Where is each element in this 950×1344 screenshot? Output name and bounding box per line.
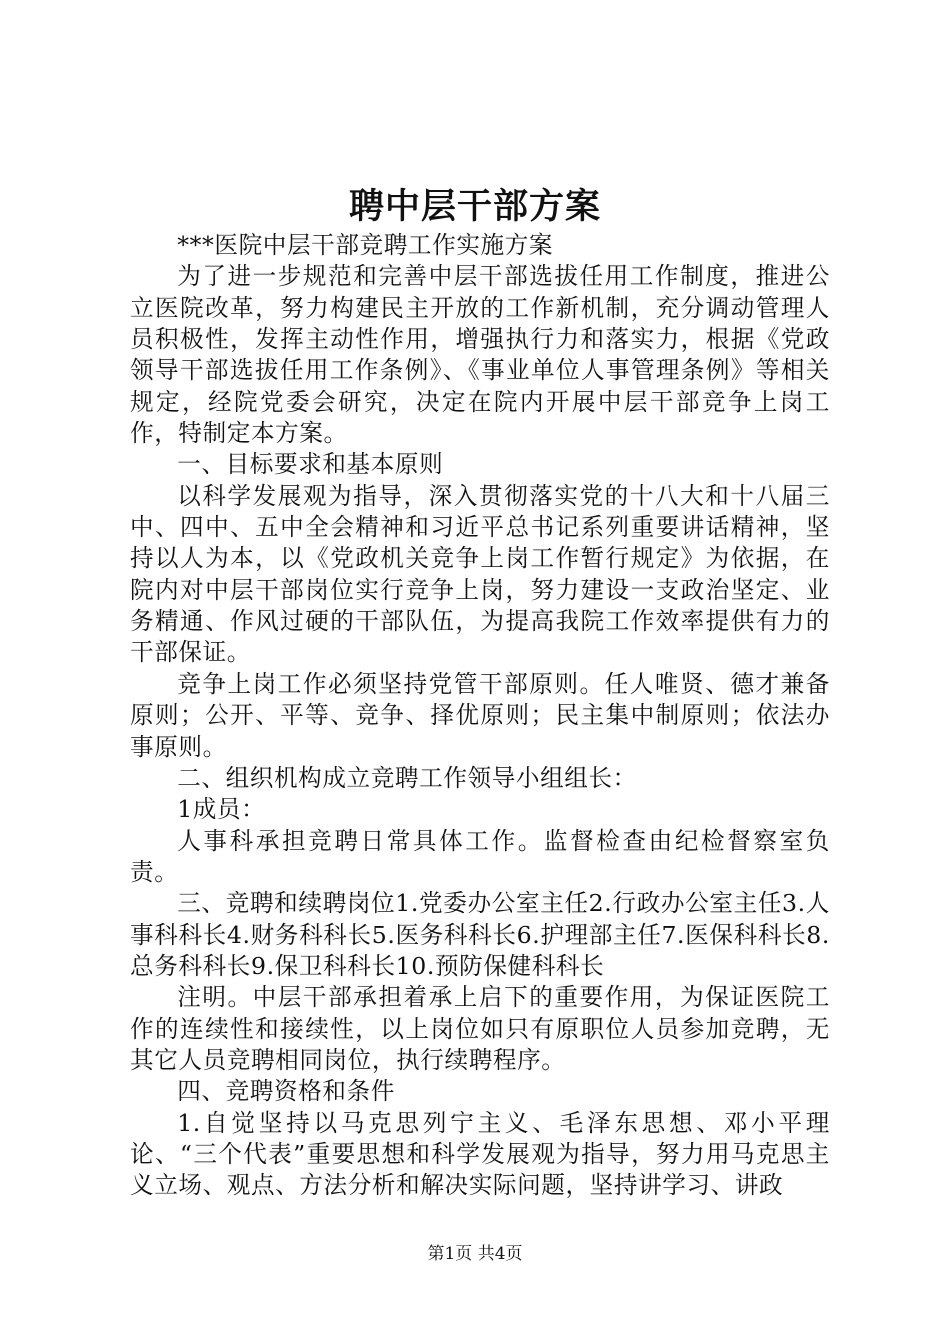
section-3-positions: 三、竞聘和续聘岗位1.党委办公室主任2.行政办公室主任3.人事科科长4.财务科科长5.医务科科长6.护理部主任7.医保科科长8.总务科科长9.保卫科科长10.预防保健科科长: [130, 889, 830, 980]
section-1-paragraph-2: 竞争上岗工作必须坚持党管干部原则。任人唯贤、德才兼备原则；公开、平等、竞争、择优原则；民主集中制原则；依法办事原则。: [130, 669, 830, 761]
page-footer: 第1页 共4页: [427, 1244, 523, 1264]
section-3-note: 注明。中层干部承担着承上启下的重要作用，为保证医院工作的连续性和接续性，以上岗位如只有原职位人员参加竞聘，无其它人员竞聘相同岗位，执行续聘程序。: [130, 983, 830, 1074]
document-body: [130, 230, 830, 1202]
section-2-paragraph: 人事科承担竞聘日常具体工作。监督检查由纪检督察室负责。: [130, 826, 830, 886]
section-heading-2: 二、组织机构成立竞聘工作领导小组组长：: [177, 763, 637, 792]
section-1-paragraph-1: 以科学发展观为指导，深入贯彻落实党的十八大和十八届三中、四中、五中全会精神和习近平总书记系列重要讲话精神，坚持以人为本，以《党政机关竞争上岗工作暂行规定》为依据，在院内对中层干部岗位实行竞争上岗，努力建设一支政治坚定、业务精通、作风过硬的干部队伍，为提高我院工作效率提供有力的干部保证。: [130, 481, 830, 667]
section-heading-1: 一、目标要求和基本原则: [177, 450, 444, 479]
intro-paragraph: 为了进一步规范和完善中层干部选拔任用工作制度，推进公立医院改革，努力构建民主开放的工作新机制，充分调动管理人员积极性，发挥主动性作用，增强执行力和落实力，根据《党政领导干部选拔任用工作条例》、《事业单位人事管理条例》等相关规定，经院党委会研究，决定在院内开展中层干部竞争上岗工作，特制定本方案。: [130, 262, 830, 448]
subtitle-paragraph: ***医院中层干部竞聘工作实施方案: [177, 231, 554, 259]
document-title: 聘中层干部方案: [348, 186, 601, 227]
members-line: 1成员：: [177, 795, 266, 824]
section-heading-4: 四、竞聘资格和条件: [177, 1077, 395, 1106]
section-4-item-1: 1.自觉坚持以马克思列宁主义、毛泽东思想、邓小平理论、“三个代表”重要思想和科学发展观为指导，努力用马克思主义立场、观点、方法分析和解决实际问题，坚持讲学习、讲政: [130, 1108, 830, 1200]
